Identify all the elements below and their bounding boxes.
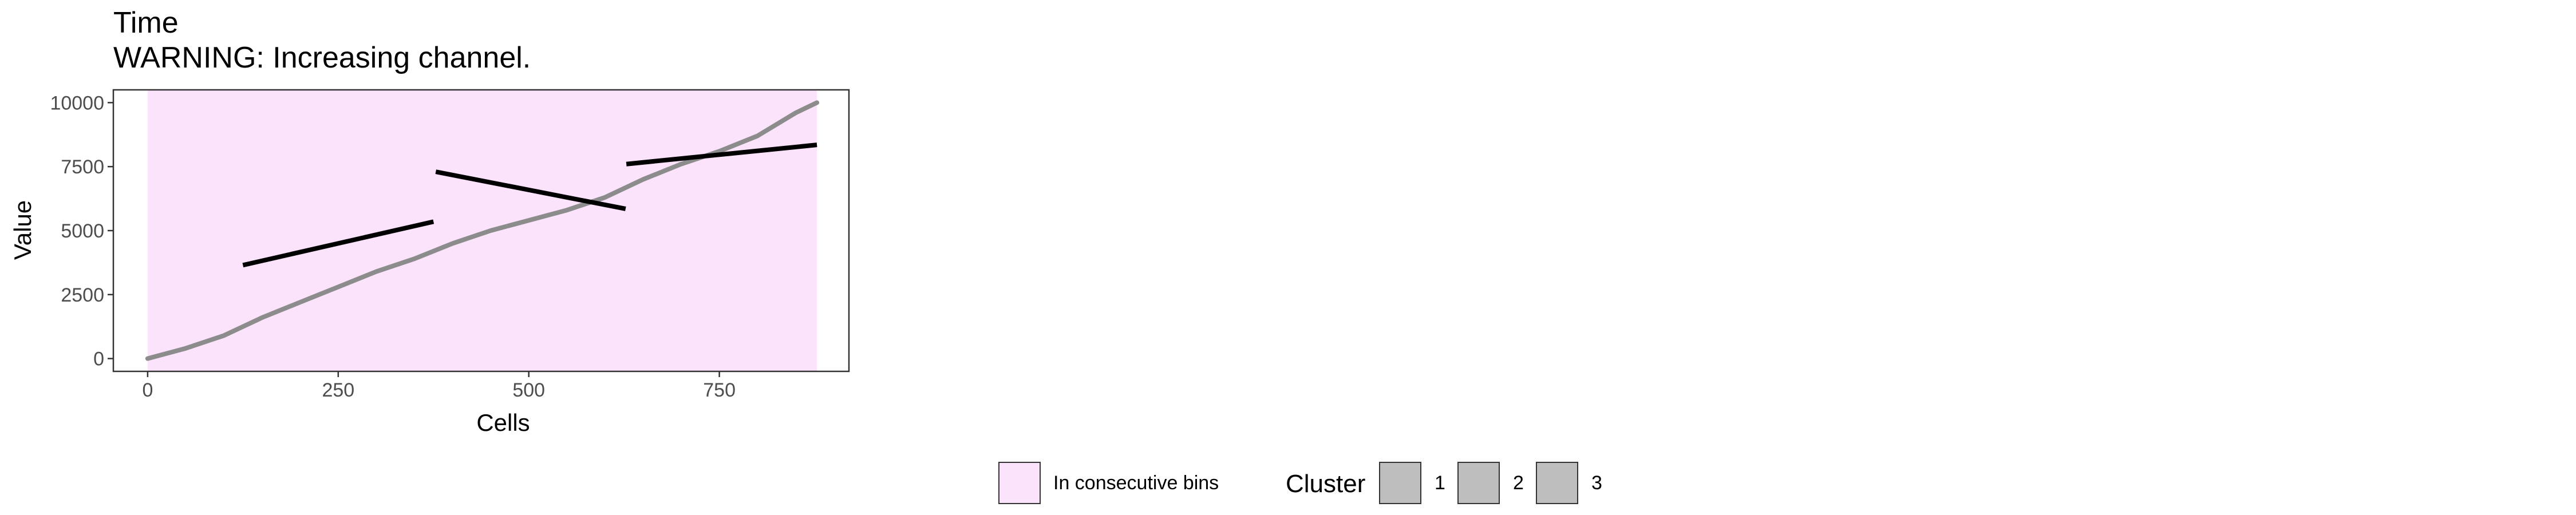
legend-cluster-label-2: 2 xyxy=(1513,472,1524,494)
legend-cluster-title: Cluster xyxy=(1286,470,1366,498)
y-axis-title: Value xyxy=(9,200,36,260)
legend-band-swatch xyxy=(999,462,1040,504)
legend-band-label: In consecutive bins xyxy=(1053,472,1219,494)
chart-title: Time xyxy=(113,6,179,39)
y-tick-label: 2500 xyxy=(61,284,104,306)
plot-area xyxy=(148,90,817,371)
x-tick-label: 500 xyxy=(512,379,546,401)
x-axis-title: Cells xyxy=(476,409,530,436)
legend-cluster-swatch-2 xyxy=(1458,462,1499,504)
y-tick-label: 10000 xyxy=(50,92,104,114)
x-tick-label: 250 xyxy=(322,379,355,401)
legend xyxy=(999,462,1602,504)
x-tick-label: 0 xyxy=(142,379,153,401)
y-tick-label: 0 xyxy=(93,348,104,370)
legend-cluster-label-3: 3 xyxy=(1591,472,1602,494)
y-tick-label: 7500 xyxy=(61,156,104,179)
legend-cluster-swatch-1 xyxy=(1380,462,1421,504)
y-tick-label: 5000 xyxy=(61,220,104,242)
legend-cluster-label-1: 1 xyxy=(1435,472,1445,494)
chart-subtitle: WARNING: Increasing channel. xyxy=(113,41,531,74)
x-tick-label: 750 xyxy=(703,379,736,401)
legend-cluster-swatch-3 xyxy=(1536,462,1578,504)
band-rect xyxy=(148,90,817,371)
